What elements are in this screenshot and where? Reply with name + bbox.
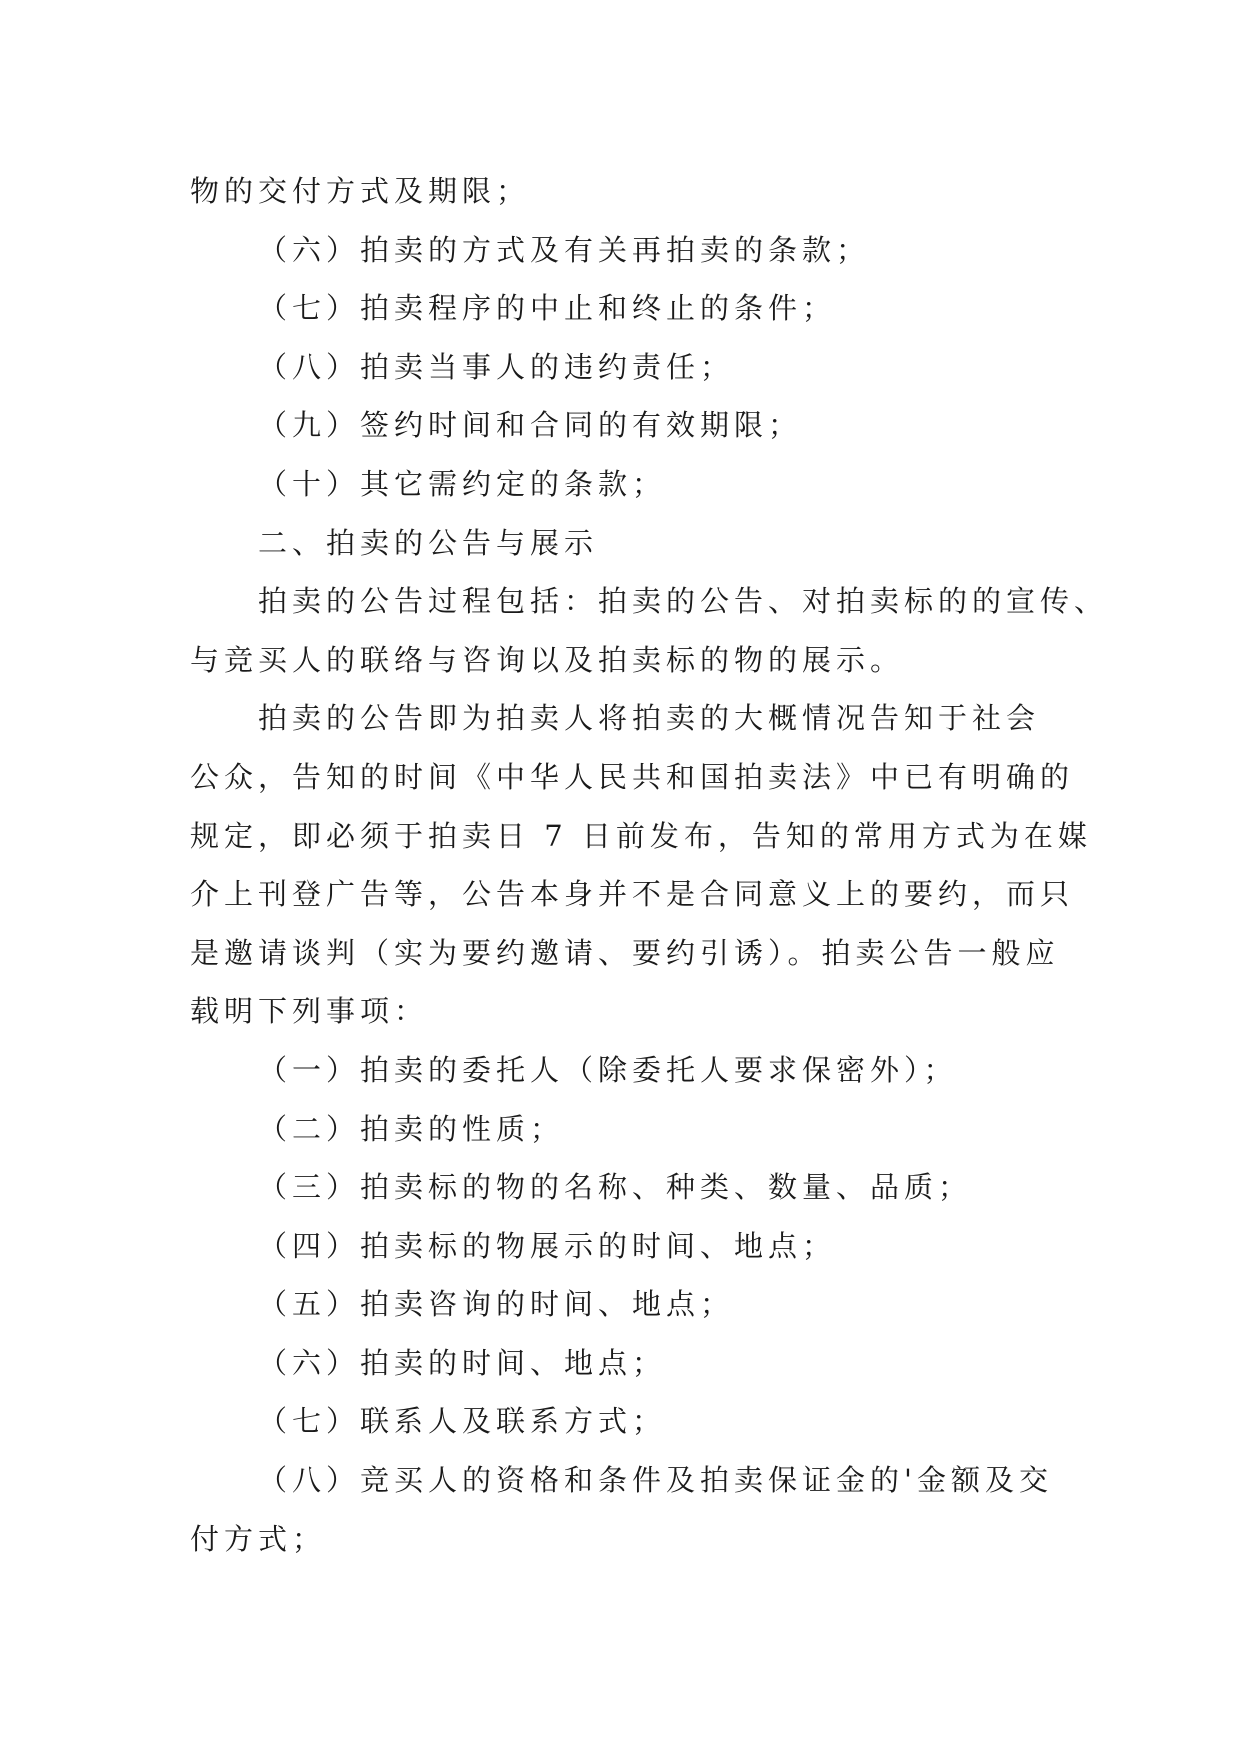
- paragraph-line: 规定，即必须于拍卖日 7 日前发布，告知的常用方式为在媒: [190, 818, 1092, 853]
- paragraph-line: 公众，告知的时间《中华人民共和国拍卖法》中已有明确的: [190, 759, 1075, 794]
- text-line: 物的交付方式及期限；: [190, 174, 531, 208]
- list-item: （十）其它需约定的条款；: [258, 466, 667, 501]
- paragraph-line: 载明下列事项：: [190, 994, 429, 1029]
- section-heading: 二、拍卖的公告与展示: [258, 525, 599, 560]
- list-item: （七）联系人及联系方式；: [258, 1404, 667, 1439]
- list-item: （五）拍卖咨询的时间、地点；: [258, 1287, 735, 1322]
- list-item: （八）拍卖当事人的违约责任；: [258, 349, 735, 384]
- list-item: （六）拍卖的方式及有关再拍卖的条款；: [258, 232, 871, 267]
- paragraph-line: 与竞买人的联络与咨询以及拍卖标的物的展示。: [190, 642, 905, 677]
- paragraph-line: 拍卖的公告过程包括：拍卖的公告、对拍卖标的的宣传、: [258, 584, 1109, 619]
- list-item: （九）签约时间和合同的有效期限；: [258, 408, 803, 443]
- list-item: （八）竞买人的资格和条件及拍卖保证金的'金额及交: [258, 1463, 1053, 1498]
- document-body: [190, 162, 1109, 1568]
- paragraph-line: 是邀请谈判（实为要约邀请、要约引诱）。拍卖公告一般应: [190, 935, 1060, 970]
- list-item-continuation: 付方式；: [190, 1521, 327, 1556]
- list-item: （六）拍卖的时间、地点；: [258, 1345, 667, 1380]
- list-item: （三）拍卖标的物的名称、种类、数量、品质；: [258, 1170, 973, 1205]
- list-item: （四）拍卖标的物展示的时间、地点；: [258, 1228, 837, 1263]
- paragraph-line: 拍卖的公告即为拍卖人将拍卖的大概情况告知于社会: [258, 701, 1041, 736]
- list-item: （一）拍卖的委托人（除委托人要求保密外）；: [258, 1052, 958, 1087]
- list-item: （七）拍卖程序的中止和终止的条件；: [258, 291, 837, 326]
- paragraph-line: 介上刊登广告等，公告本身并不是合同意义上的要约，而只: [190, 877, 1075, 912]
- list-item: （二）拍卖的性质；: [258, 1111, 565, 1146]
